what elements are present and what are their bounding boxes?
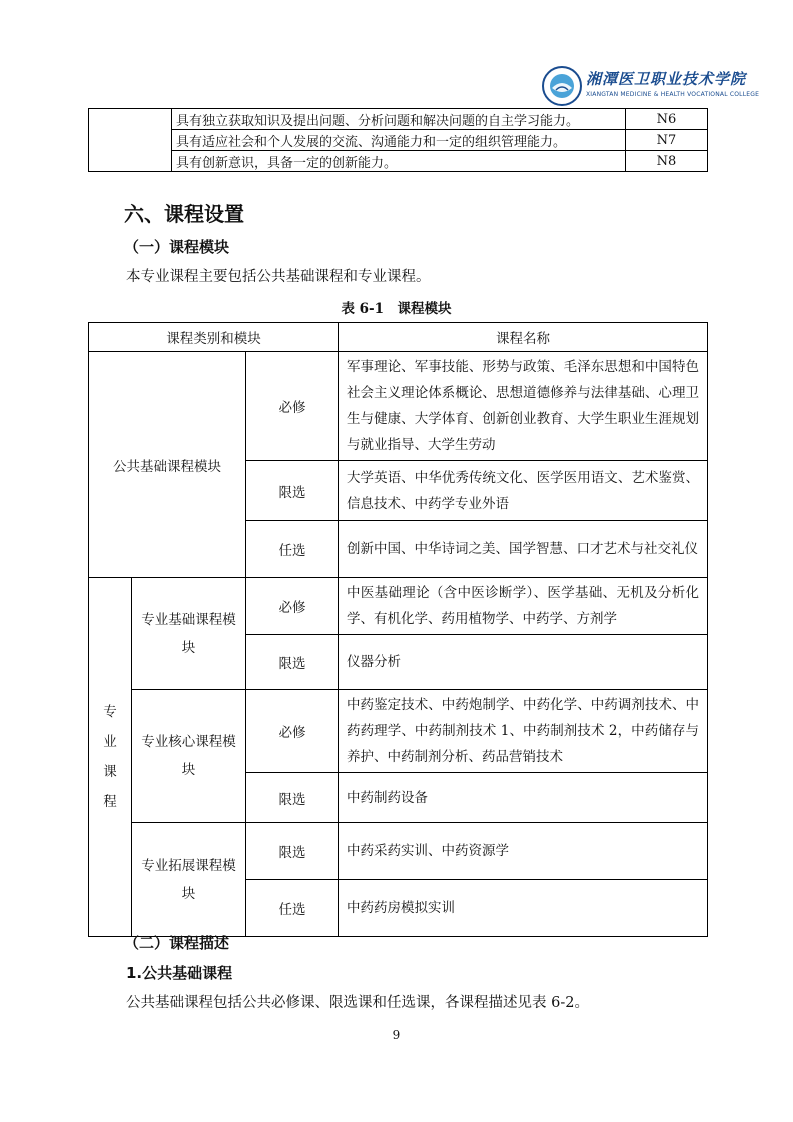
header-category: 课程类别和模块	[89, 323, 339, 352]
page-number: 9	[392, 1028, 401, 1042]
course-names: 中药药房模拟实训	[339, 880, 708, 937]
table-header-row	[89, 323, 708, 352]
course-type: 限选	[246, 635, 339, 690]
core-module-label	[132, 690, 246, 823]
description-paragraph: 公共基础课程包括公共必修课、限选课和任选课，各课程描述见表 6-2。	[126, 995, 589, 1011]
course-names: 军事理论、军事技能、形势与政策、毛泽东思想和中国特色社会主义理论体系概论、思想道德修养与法律基础、心理卫生与健康、大学体育、创新创业教育、大学生职业生涯规划与就业指导、大学生劳动	[339, 352, 708, 461]
module-label-line: 块	[181, 639, 196, 656]
subsection-title: （二）课程描述	[124, 934, 230, 952]
school-logo	[542, 66, 760, 106]
course-names: 中药鉴定技术、中药炮制学、中药化学、中药调剂技术、中药药理学、中药制剂技术 1、中药制剂技术 2，中药储存与养护、中药制剂分析、药品营销技术	[339, 690, 708, 773]
course-names: 中医基础理论（含中医诊断学）、医学基础、无机及分析化学、有机化学、药用植物学、中药学、方剂学	[339, 578, 708, 635]
school-emblem-icon	[542, 66, 582, 106]
course-type: 必修	[246, 690, 339, 773]
header-course-names: 课程名称	[339, 323, 708, 352]
ability-code: N7	[626, 130, 708, 151]
course-module-table	[88, 322, 708, 937]
professional-label-char: 程	[103, 794, 117, 810]
module-label-line: 专业基础课程模	[141, 611, 236, 628]
course-names: 中药制药设备	[339, 773, 708, 823]
table-row	[89, 352, 708, 461]
table-row	[89, 690, 708, 773]
course-type: 限选	[246, 461, 339, 521]
professional-label-char: 专	[103, 704, 117, 720]
foundation-module-label	[132, 578, 246, 690]
subsubsection-title: 1.公共基础课程	[126, 964, 233, 982]
course-type: 任选	[246, 521, 339, 578]
table-row	[89, 823, 708, 880]
professional-label-char: 业	[103, 734, 117, 750]
module-label-line: 块	[181, 885, 196, 902]
section-title: 六、课程设置	[124, 202, 244, 226]
ability-desc: 具有独立获取知识及提出问题、分析问题和解决问题的自主学习能力。	[172, 109, 626, 130]
course-type: 必修	[246, 578, 339, 635]
professional-label	[89, 578, 132, 937]
professional-label-char: 课	[103, 764, 117, 780]
table-row	[89, 151, 708, 172]
module-label-line: 块	[181, 762, 196, 778]
school-name-en: XIANGTAN MEDICINE & HEALTH VOCATIONAL COLLEGE	[586, 91, 760, 98]
subsection-title: （一）课程模块	[124, 238, 230, 256]
extension-module-label	[132, 823, 246, 937]
module-label-line: 专业核心课程模	[141, 734, 236, 750]
blank-cell	[89, 109, 172, 172]
course-type: 限选	[246, 773, 339, 823]
course-type: 任选	[246, 880, 339, 937]
ability-table	[88, 108, 708, 172]
module-label-line: 专业拓展课程模	[141, 857, 236, 874]
course-type: 必修	[246, 352, 339, 461]
course-type: 限选	[246, 823, 339, 880]
course-names: 中药采药实训、中药资源学	[339, 823, 708, 880]
course-names: 仪器分析	[339, 635, 708, 690]
ability-code: N8	[626, 151, 708, 172]
ability-code: N6	[626, 109, 708, 130]
table-caption: 表 6-1 课程模块	[341, 301, 452, 317]
public-module-label: 公共基础课程模块	[89, 352, 246, 578]
course-names: 大学英语、中华优秀传统文化、医学医用语文、艺术鉴赏、信息技术、中药学专业外语	[339, 461, 708, 521]
table-row	[89, 130, 708, 151]
ability-desc: 具有创新意识，具备一定的创新能力。	[172, 151, 626, 172]
intro-paragraph: 本专业课程主要包括公共基础课程和专业课程。	[126, 269, 431, 285]
table-row	[89, 109, 708, 130]
school-name-cn: 湘潭医卫职业技术学院	[586, 70, 747, 88]
course-names: 创新中国、中华诗词之美、国学智慧、口才艺术与社交礼仪	[339, 521, 708, 578]
table-row	[89, 578, 708, 635]
ability-desc: 具有适应社会和个人发展的交流、沟通能力和一定的组织管理能力。	[172, 130, 626, 151]
